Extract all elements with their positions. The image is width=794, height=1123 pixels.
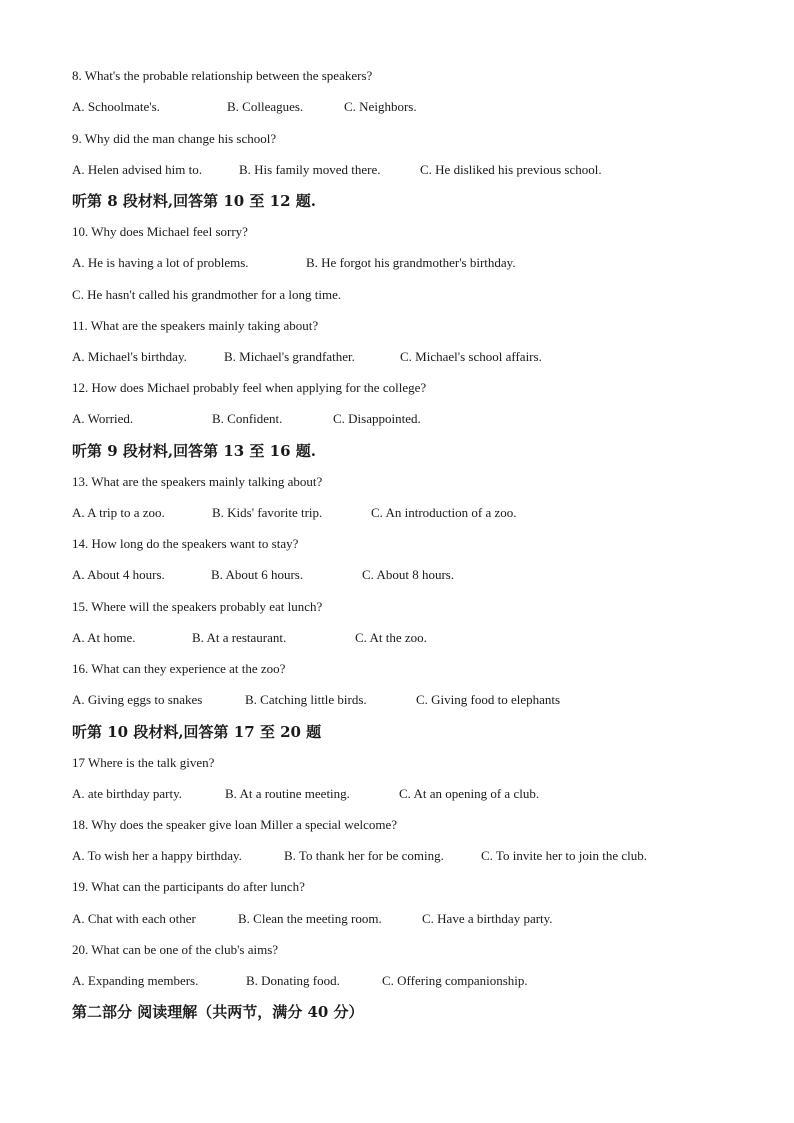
option-b: B. His family moved there. <box>239 162 381 177</box>
option-a: A. To wish her a happy birthday. <box>72 848 242 863</box>
section-heading-9: 听第 9 段材料,回答第 13 至 16 题. <box>72 442 316 460</box>
option-c: C. Giving food to elephants <box>416 692 561 707</box>
option-a: A. Schoolmate's. <box>72 99 160 114</box>
option-b: B. Kids' favorite trip. <box>212 505 323 520</box>
question-12: 12. How does Michael probably feel when applying for the college? <box>72 380 427 395</box>
option-a: A. Chat with each other <box>72 911 196 926</box>
option-c: C. An introduction of a zoo. <box>371 505 517 520</box>
option-c: C. About 8 hours. <box>362 567 455 582</box>
question-13: 13. What are the speakers mainly talking about? <box>72 474 323 489</box>
option-a: A. Worried. <box>72 411 134 426</box>
question-19: 19. What can the participants do after lunch? <box>72 879 305 894</box>
question-14: 14. How long do the speakers want to stay? <box>72 536 299 551</box>
option-c: C. At the zoo. <box>355 630 427 645</box>
option-c: C. Offering companionship. <box>382 973 528 988</box>
option-b: B. To thank her for be coming. <box>284 848 444 863</box>
option-a: A. Expanding members. <box>72 973 199 988</box>
option-b: B. Donating food. <box>246 973 340 988</box>
option-b: B. Michael's grandfather. <box>224 349 355 364</box>
option-b: B. Catching little birds. <box>245 692 367 707</box>
option-b: B. At a restaurant. <box>192 630 287 645</box>
option-a: A. Helen advised him to. <box>72 162 202 177</box>
question-20: 20. What can be one of the club's aims? <box>72 942 279 957</box>
option-c: C. Neighbors. <box>344 99 417 114</box>
option-a: A. A trip to a zoo. <box>72 505 165 520</box>
question-8: 8. What's the probable relationship between the speakers? <box>72 68 373 83</box>
option-c: C. Michael's school affairs. <box>400 349 542 364</box>
option-c: C. To invite her to join the club. <box>481 848 648 863</box>
part-two-heading: 第二部分 阅读理解（共两节，满分 40 分） <box>72 1003 364 1021</box>
option-b: B. Colleagues. <box>227 99 304 114</box>
question-17: 17 Where is the talk given? <box>72 755 215 770</box>
question-18: 18. Why does the speaker give loan Miller a special welcome? <box>72 817 398 832</box>
option-a: A. ate birthday party. <box>72 786 182 801</box>
question-16: 16. What can they experience at the zoo? <box>72 661 286 676</box>
option-c: C. At an opening of a club. <box>399 786 540 801</box>
option-b: B. About 6 hours. <box>211 567 304 582</box>
question-10-option-c: C. He hasn't called his grandmother for a long time. <box>72 287 342 302</box>
option-b: B. He forgot his grandmother's birthday. <box>306 255 516 270</box>
question-10: 10. Why does Michael feel sorry? <box>72 224 248 239</box>
section-heading-8: 听第 8 段材料,回答第 10 至 12 题. <box>72 192 316 210</box>
option-c: C. He disliked his previous school. <box>420 162 602 177</box>
option-b: B. Confident. <box>212 411 283 426</box>
section-heading-10: 听第 10 段材料,回答第 17 至 20 题 <box>72 723 322 741</box>
option-c: C. Have a birthday party. <box>422 911 553 926</box>
option-a: A. Giving eggs to snakes <box>72 692 203 707</box>
question-11: 11. What are the speakers mainly taking about? <box>72 318 319 333</box>
option-a: A. At home. <box>72 630 136 645</box>
option-a: A. About 4 hours. <box>72 567 165 582</box>
option-c: C. Disappointed. <box>333 411 421 426</box>
question-15: 15. Where will the speakers probably eat lunch? <box>72 599 323 614</box>
option-b: B. At a routine meeting. <box>225 786 350 801</box>
question-9: 9. Why did the man change his school? <box>72 131 277 146</box>
option-a: A. Michael's birthday. <box>72 349 187 364</box>
option-b: B. Clean the meeting room. <box>238 911 382 926</box>
option-a: A. He is having a lot of problems. <box>72 255 249 270</box>
